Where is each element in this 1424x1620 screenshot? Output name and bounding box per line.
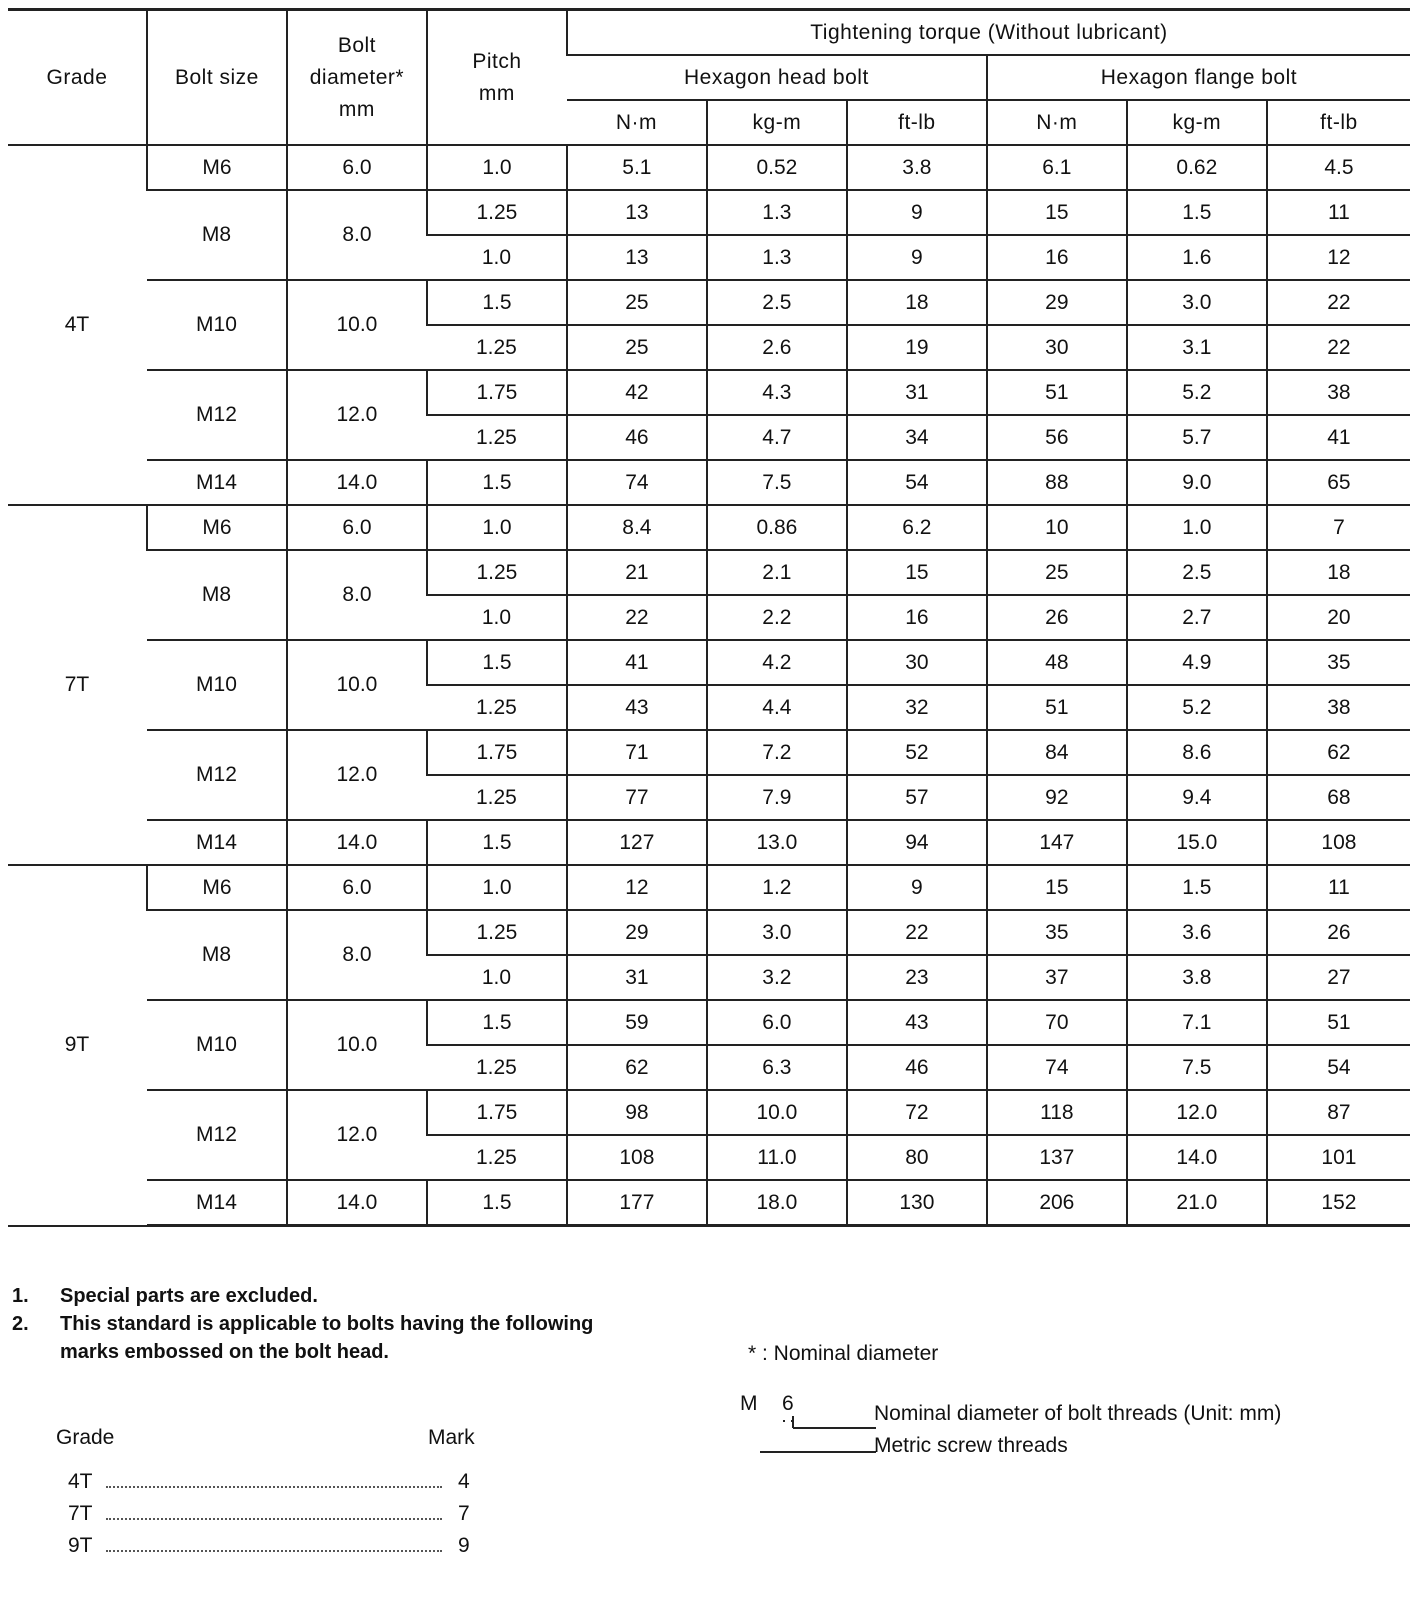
hex-flange-nm-cell: 56 [987, 415, 1127, 460]
pitch-cell: 1.75 [427, 730, 567, 775]
footnote: * : Nominal diameter [748, 1342, 939, 1365]
hex-head-kgm-cell: 0.52 [707, 145, 847, 190]
hex-head-nm-cell: 74 [567, 460, 707, 505]
note-text: Special parts are excluded. [60, 1284, 318, 1307]
hex-head-nm-cell: 41 [567, 640, 707, 685]
mark-value: 7 [458, 1502, 470, 1525]
hex-flange-kgm-cell: 3.0 [1127, 280, 1267, 325]
hex-flange-ftlb-cell: 54 [1267, 1045, 1410, 1090]
hex-flange-kgm-cell: 2.7 [1127, 595, 1267, 640]
hex-flange-nm-cell: 30 [987, 325, 1127, 370]
note-2-continued [12, 1338, 593, 1366]
hex-flange-nm-cell: 48 [987, 640, 1127, 685]
bolt-diameter-cell: 14.0 [287, 820, 427, 865]
hex-head-ftlb-cell: 94 [847, 820, 987, 865]
hex-head-nm-cell: 13 [567, 235, 707, 280]
hex-head-ftlb-cell: 52 [847, 730, 987, 775]
hex-head-ftlb-cell: 46 [847, 1045, 987, 1090]
hex-head-ftlb-cell: 15 [847, 550, 987, 595]
hex-flange-kgm-cell: 4.9 [1127, 640, 1267, 685]
note-text: This standard is applicable to bolts having the following [60, 1312, 594, 1335]
hex-head-ftlb-cell: 31 [847, 370, 987, 415]
hex-head-nm-cell: 5.1 [567, 145, 707, 190]
hex-head-nm-cell: 59 [567, 1000, 707, 1045]
hex-flange-ftlb-cell: 11 [1267, 865, 1410, 910]
header-unit-nm: N·m [567, 100, 707, 145]
hex-flange-kgm-cell: 3.6 [1127, 910, 1267, 955]
hex-flange-kgm-cell: 2.5 [1127, 550, 1267, 595]
hex-flange-kgm-cell: 9.4 [1127, 775, 1267, 820]
hex-flange-nm-cell: 88 [987, 460, 1127, 505]
hex-flange-nm-cell: 74 [987, 1045, 1127, 1090]
table-row [8, 505, 1410, 550]
hex-flange-nm-cell: 137 [987, 1135, 1127, 1180]
hex-head-kgm-cell: 1.2 [707, 865, 847, 910]
hex-head-nm-cell: 29 [567, 910, 707, 955]
hex-flange-kgm-cell: 1.0 [1127, 505, 1267, 550]
header-bolt-size: Bolt size [147, 10, 287, 146]
bolt-size-cell: M8 [147, 910, 287, 1000]
table-row [8, 910, 1410, 955]
hex-head-ftlb-cell: 16 [847, 595, 987, 640]
hex-head-kgm-cell: 3.0 [707, 910, 847, 955]
table-row [8, 280, 1410, 325]
leader-dots [106, 1518, 442, 1520]
table-row [8, 730, 1410, 775]
leader-dots [106, 1550, 442, 1552]
hex-head-nm-cell: 21 [567, 550, 707, 595]
bolt-size-cell: M12 [147, 730, 287, 820]
hex-head-ftlb-cell: 130 [847, 1180, 987, 1226]
pitch-cell: 1.0 [427, 505, 567, 550]
bolt-size-cell: M8 [147, 550, 287, 640]
bolt-size-cell: M14 [147, 1180, 287, 1226]
designation-letter: M [740, 1392, 758, 1415]
hex-flange-ftlb-cell: 35 [1267, 640, 1410, 685]
hex-head-kgm-cell: 4.2 [707, 640, 847, 685]
hex-flange-nm-cell: 15 [987, 865, 1127, 910]
diameter-label: Nominal diameter of bolt threads (Unit: mm) [874, 1402, 1282, 1425]
hex-head-kgm-cell: 7.2 [707, 730, 847, 775]
mark-value: 4 [458, 1470, 470, 1493]
hex-head-nm-cell: 177 [567, 1180, 707, 1226]
header-bolt-diameter [287, 10, 427, 146]
bolt-size-cell: M12 [147, 370, 287, 460]
table-row [8, 460, 1410, 505]
hex-head-kgm-cell: 11.0 [707, 1135, 847, 1180]
hex-flange-kgm-cell: 15.0 [1127, 820, 1267, 865]
hex-flange-kgm-cell: 8.6 [1127, 730, 1267, 775]
hex-flange-kgm-cell: 0.62 [1127, 145, 1267, 190]
grade-mark-row [68, 1530, 478, 1562]
hex-flange-ftlb-cell: 18 [1267, 550, 1410, 595]
hex-head-ftlb-cell: 9 [847, 190, 987, 235]
hex-flange-nm-cell: 29 [987, 280, 1127, 325]
pitch-cell: 1.5 [427, 640, 567, 685]
hex-head-ftlb-cell: 30 [847, 640, 987, 685]
bolt-diameter-cell: 10.0 [287, 1000, 427, 1090]
hex-head-ftlb-cell: 3.8 [847, 145, 987, 190]
header-bolt-diameter-text: Bolt diameter* mm [309, 33, 405, 121]
hex-head-nm-cell: 13 [567, 190, 707, 235]
hex-head-nm-cell: 8.4 [567, 505, 707, 550]
hex-flange-nm-cell: 37 [987, 955, 1127, 1000]
grade-value: 4T [68, 1470, 93, 1493]
bolt-size-cell: M6 [147, 865, 287, 910]
hex-flange-nm-cell: 51 [987, 685, 1127, 730]
table-row [8, 820, 1410, 865]
hex-head-nm-cell: 25 [567, 280, 707, 325]
hex-flange-ftlb-cell: 20 [1267, 595, 1410, 640]
torque-table [8, 8, 1410, 1227]
bolt-diameter-cell: 6.0 [287, 145, 427, 190]
hex-flange-kgm-cell: 1.5 [1127, 865, 1267, 910]
hex-flange-ftlb-cell: 65 [1267, 460, 1410, 505]
hex-head-ftlb-cell: 54 [847, 460, 987, 505]
pitch-cell: 1.25 [427, 550, 567, 595]
hex-flange-kgm-cell: 3.1 [1127, 325, 1267, 370]
hex-flange-ftlb-cell: 51 [1267, 1000, 1410, 1045]
pitch-cell: 1.25 [427, 325, 567, 370]
hex-head-nm-cell: 42 [567, 370, 707, 415]
header-unit-kgm: kg-m [707, 100, 847, 145]
bolt-diameter-cell: 8.0 [287, 910, 427, 1000]
hex-flange-ftlb-cell: 108 [1267, 820, 1410, 865]
hex-flange-kgm-cell: 3.8 [1127, 955, 1267, 1000]
bolt-diameter-cell: 10.0 [287, 640, 427, 730]
bolt-diameter-cell: 6.0 [287, 505, 427, 550]
hex-head-kgm-cell: 2.5 [707, 280, 847, 325]
hex-flange-ftlb-cell: 68 [1267, 775, 1410, 820]
pitch-cell: 1.25 [427, 190, 567, 235]
hex-head-kgm-cell: 2.6 [707, 325, 847, 370]
bolt-size-cell: M6 [147, 145, 287, 190]
table-row [8, 190, 1410, 235]
hex-flange-nm-cell: 26 [987, 595, 1127, 640]
hex-head-kgm-cell: 18.0 [707, 1180, 847, 1226]
hex-flange-ftlb-cell: 27 [1267, 955, 1410, 1000]
hex-head-nm-cell: 43 [567, 685, 707, 730]
bolt-diameter-cell: 8.0 [287, 190, 427, 280]
bolt-size-cell: M14 [147, 820, 287, 865]
hex-head-ftlb-cell: 57 [847, 775, 987, 820]
hex-head-nm-cell: 127 [567, 820, 707, 865]
hex-head-ftlb-cell: 19 [847, 325, 987, 370]
hex-flange-kgm-cell: 12.0 [1127, 1090, 1267, 1135]
header-unit-ftlb: ft-lb [847, 100, 987, 145]
header-unit-nm: N·m [987, 100, 1127, 145]
hex-head-ftlb-cell: 72 [847, 1090, 987, 1135]
hex-flange-kgm-cell: 5.7 [1127, 415, 1267, 460]
pitch-cell: 1.5 [427, 460, 567, 505]
hex-flange-kgm-cell: 5.2 [1127, 370, 1267, 415]
note-text: marks embossed on the bolt head. [60, 1340, 389, 1363]
hex-head-kgm-cell: 10.0 [707, 1090, 847, 1135]
bolt-diameter-cell: 10.0 [287, 280, 427, 370]
note-1 [12, 1282, 593, 1310]
hex-flange-ftlb-cell: 152 [1267, 1180, 1410, 1226]
hex-flange-kgm-cell: 1.5 [1127, 190, 1267, 235]
hex-head-nm-cell: 71 [567, 730, 707, 775]
table-body [8, 145, 1410, 1226]
pitch-cell: 1.0 [427, 955, 567, 1000]
hex-head-ftlb-cell: 9 [847, 235, 987, 280]
hex-head-kgm-cell: 0.86 [707, 505, 847, 550]
hex-head-kgm-cell: 4.3 [707, 370, 847, 415]
pitch-cell: 1.25 [427, 1135, 567, 1180]
table-row [8, 1090, 1410, 1135]
hex-head-kgm-cell: 6.0 [707, 1000, 847, 1045]
hex-head-nm-cell: 77 [567, 775, 707, 820]
hex-flange-ftlb-cell: 22 [1267, 280, 1410, 325]
hex-head-ftlb-cell: 9 [847, 865, 987, 910]
hex-head-kgm-cell: 4.7 [707, 415, 847, 460]
table-row [8, 145, 1410, 190]
table-row [8, 1000, 1410, 1045]
hex-flange-kgm-cell: 7.5 [1127, 1045, 1267, 1090]
pitch-cell: 1.25 [427, 415, 567, 460]
hex-head-nm-cell: 46 [567, 415, 707, 460]
bolt-diameter-cell: 12.0 [287, 1090, 427, 1180]
grade-value: 9T [68, 1534, 93, 1557]
bolt-size-cell: M10 [147, 1000, 287, 1090]
mark-value: 9 [458, 1534, 470, 1557]
hex-flange-ftlb-cell: 87 [1267, 1090, 1410, 1135]
grade-cell: 9T [8, 865, 147, 1226]
grade-value: 7T [68, 1502, 93, 1525]
hex-flange-nm-cell: 70 [987, 1000, 1127, 1045]
bolt-size-cell: M6 [147, 505, 287, 550]
pitch-cell: 1.0 [427, 595, 567, 640]
hex-flange-nm-cell: 15 [987, 190, 1127, 235]
hex-head-ftlb-cell: 80 [847, 1135, 987, 1180]
note-number: 1. [12, 1284, 29, 1307]
bolt-diameter-cell: 14.0 [287, 460, 427, 505]
hex-flange-nm-cell: 118 [987, 1090, 1127, 1135]
hex-head-ftlb-cell: 34 [847, 415, 987, 460]
grade-cell: 7T [8, 505, 147, 865]
hex-flange-ftlb-cell: 7 [1267, 505, 1410, 550]
bolt-diameter-cell: 12.0 [287, 730, 427, 820]
mark-column-label: Mark [428, 1426, 475, 1449]
hex-flange-kgm-cell: 7.1 [1127, 1000, 1267, 1045]
hex-head-kgm-cell: 3.2 [707, 955, 847, 1000]
pitch-cell: 1.25 [427, 775, 567, 820]
hex-head-ftlb-cell: 43 [847, 1000, 987, 1045]
pitch-cell: 1.5 [427, 820, 567, 865]
hex-flange-nm-cell: 16 [987, 235, 1127, 280]
table-row [8, 865, 1410, 910]
hex-flange-kgm-cell: 1.6 [1127, 235, 1267, 280]
table-row [8, 550, 1410, 595]
note-number: 2. [12, 1312, 29, 1335]
header-unit-ftlb: ft-lb [1267, 100, 1410, 145]
hex-flange-nm-cell: 10 [987, 505, 1127, 550]
hex-head-nm-cell: 98 [567, 1090, 707, 1135]
note-2 [12, 1310, 593, 1338]
header-unit-kgm: kg-m [1127, 100, 1267, 145]
table-header [8, 10, 1410, 146]
bolt-size-cell: M12 [147, 1090, 287, 1180]
header-pitch [427, 10, 567, 146]
hex-flange-nm-cell: 6.1 [987, 145, 1127, 190]
bolt-size-cell: M10 [147, 280, 287, 370]
hex-flange-kgm-cell: 9.0 [1127, 460, 1267, 505]
hex-head-kgm-cell: 7.5 [707, 460, 847, 505]
hex-head-ftlb-cell: 22 [847, 910, 987, 955]
hex-flange-nm-cell: 92 [987, 775, 1127, 820]
hex-head-kgm-cell: 1.3 [707, 190, 847, 235]
hex-head-ftlb-cell: 23 [847, 955, 987, 1000]
hex-flange-ftlb-cell: 41 [1267, 415, 1410, 460]
pitch-cell: 1.75 [427, 1090, 567, 1135]
header-tightening-torque: Tightening torque (Without lubricant) [567, 10, 1410, 56]
grade-mark-row [68, 1498, 478, 1530]
leader-dots [106, 1486, 442, 1488]
grade-cell: 4T [8, 145, 147, 505]
hex-head-kgm-cell: 6.3 [707, 1045, 847, 1090]
hex-head-nm-cell: 108 [567, 1135, 707, 1180]
bolt-diameter-cell: 12.0 [287, 370, 427, 460]
hex-head-ftlb-cell: 18 [847, 280, 987, 325]
metric-label: Metric screw threads [874, 1434, 1068, 1457]
hex-flange-ftlb-cell: 4.5 [1267, 145, 1410, 190]
notes [12, 1282, 593, 1366]
grade-mark-row [68, 1466, 478, 1498]
table-row [8, 1180, 1410, 1226]
pitch-cell: 1.0 [427, 865, 567, 910]
hex-head-kgm-cell: 7.9 [707, 775, 847, 820]
hex-flange-ftlb-cell: 62 [1267, 730, 1410, 775]
hex-flange-ftlb-cell: 12 [1267, 235, 1410, 280]
hex-flange-kgm-cell: 14.0 [1127, 1135, 1267, 1180]
designation-number: 6 [782, 1392, 794, 1415]
hex-head-ftlb-cell: 6.2 [847, 505, 987, 550]
pitch-cell: 1.0 [427, 145, 567, 190]
pitch-cell: 1.5 [427, 280, 567, 325]
table-row [8, 640, 1410, 685]
hex-head-ftlb-cell: 32 [847, 685, 987, 730]
header-hexagon-head-bolt: Hexagon head bolt [567, 55, 987, 100]
pitch-cell: 1.5 [427, 1180, 567, 1226]
header-grade: Grade [8, 10, 147, 146]
hex-head-kgm-cell: 4.4 [707, 685, 847, 730]
header-pitch-text: Pitch mm [472, 49, 522, 105]
pitch-cell: 1.25 [427, 910, 567, 955]
grade-column-label: Grade [56, 1426, 115, 1449]
hex-head-nm-cell: 31 [567, 955, 707, 1000]
bolt-size-cell: M10 [147, 640, 287, 730]
hex-head-nm-cell: 12 [567, 865, 707, 910]
bolt-diameter-cell: 14.0 [287, 1180, 427, 1226]
bolt-diameter-cell: 8.0 [287, 550, 427, 640]
hex-flange-nm-cell: 206 [987, 1180, 1127, 1226]
bolt-diameter-cell: 6.0 [287, 865, 427, 910]
table-row [8, 370, 1410, 415]
hex-head-nm-cell: 62 [567, 1045, 707, 1090]
hex-head-kgm-cell: 1.3 [707, 235, 847, 280]
hex-flange-nm-cell: 51 [987, 370, 1127, 415]
hex-head-kgm-cell: 13.0 [707, 820, 847, 865]
hex-head-kgm-cell: 2.2 [707, 595, 847, 640]
hex-head-nm-cell: 25 [567, 325, 707, 370]
hex-flange-ftlb-cell: 26 [1267, 910, 1410, 955]
hex-flange-ftlb-cell: 22 [1267, 325, 1410, 370]
pitch-cell: 1.25 [427, 1045, 567, 1090]
hex-flange-nm-cell: 84 [987, 730, 1127, 775]
header-hexagon-flange-bolt: Hexagon flange bolt [987, 55, 1410, 100]
pitch-cell: 1.75 [427, 370, 567, 415]
bolt-size-cell: M14 [147, 460, 287, 505]
hex-flange-kgm-cell: 21.0 [1127, 1180, 1267, 1226]
hex-flange-ftlb-cell: 38 [1267, 685, 1410, 730]
hex-flange-nm-cell: 35 [987, 910, 1127, 955]
hex-flange-ftlb-cell: 38 [1267, 370, 1410, 415]
pitch-cell: 1.25 [427, 685, 567, 730]
hex-flange-kgm-cell: 5.2 [1127, 685, 1267, 730]
hex-flange-ftlb-cell: 101 [1267, 1135, 1410, 1180]
pitch-cell: 1.5 [427, 1000, 567, 1045]
bolt-designation-diagram [740, 1392, 1420, 1512]
pitch-cell: 1.0 [427, 235, 567, 280]
bolt-size-cell: M8 [147, 190, 287, 280]
hex-flange-nm-cell: 147 [987, 820, 1127, 865]
hex-head-nm-cell: 22 [567, 595, 707, 640]
hex-flange-nm-cell: 25 [987, 550, 1127, 595]
hex-head-kgm-cell: 2.1 [707, 550, 847, 595]
hex-flange-ftlb-cell: 11 [1267, 190, 1410, 235]
